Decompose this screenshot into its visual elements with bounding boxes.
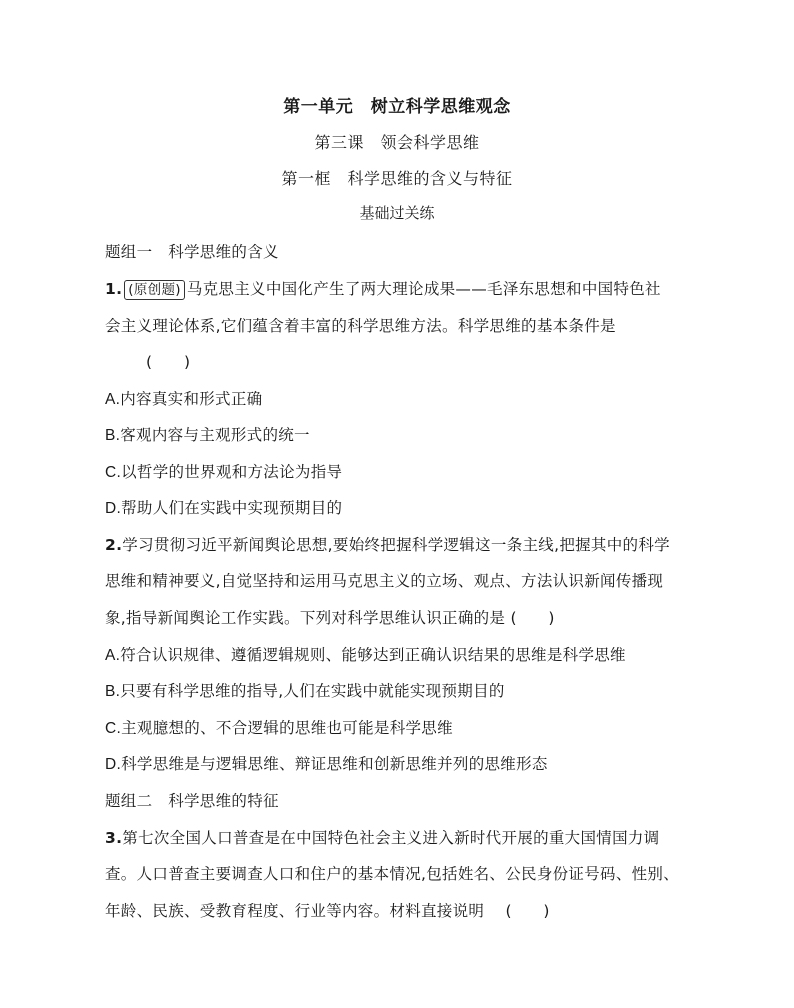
option-letter: B.: [105, 427, 121, 444]
q1-option-d: [105, 496, 342, 518]
group1-heading: 题组一 科学思维的含义: [105, 243, 279, 261]
frame-title: 第一框 科学思维的含义与特征: [281, 169, 513, 188]
option-text: 只要有科学思维的指导,人们在实践中就能实现预期目的: [120, 682, 505, 700]
q1-text-line1: 马克思主义中国化产生了两大理论成果——毛泽东思想和中国特色社: [186, 280, 661, 298]
q1-answer-paren: ( ): [146, 353, 191, 371]
option-letter: A.: [105, 647, 121, 664]
option-text: 客观内容与主观形式的统一: [120, 426, 310, 444]
q2-line3: [105, 606, 555, 628]
q2-text-line1: 学习贯彻习近平新闻舆论思想,要始终把握科学逻辑这一条主线,把握其中的科学: [122, 536, 670, 554]
q2-option-a: [105, 643, 626, 665]
option-letter: D.: [105, 500, 122, 517]
q3-line2: 查。人口普查主要调查人口和住户的基本情况,包括姓名、公民身份证号码、性别、: [105, 865, 680, 883]
q1-line2: 会主义理论体系,它们蕴含着丰富的科学思维方法。科学思维的基本条件是: [105, 317, 616, 335]
q2-line2: 思维和精神要义,自觉坚持和运用马克思主义的立场、观点、方法认识新闻传播现: [105, 572, 664, 590]
section-title: 基础过关练: [359, 204, 435, 222]
unit-title: 第一单元 树立科学思维观念: [283, 97, 511, 117]
q3-line1: [105, 826, 659, 848]
q2-option-b: [105, 679, 505, 701]
option-text: 帮助人们在实践中实现预期目的: [121, 499, 343, 517]
option-text: 主观臆想的、不合逻辑的思维也可能是科学思维: [121, 719, 453, 737]
q3-number: 3.: [105, 829, 123, 847]
q2-option-c: [105, 716, 453, 738]
q1-number: 1.: [105, 280, 123, 298]
q2-answer-paren: ( ): [510, 609, 555, 627]
q3-text-line1: 第七次全国人口普查是在中国特色社会主义进入新时代开展的重大国情国力调: [122, 829, 660, 847]
q1-option-a: [105, 387, 262, 409]
q1-option-c: [105, 460, 342, 482]
q3-line3: [105, 899, 550, 921]
q2-number: 2.: [105, 536, 123, 554]
q2-line1: [105, 533, 670, 555]
group2-heading: 题组二 科学思维的特征: [105, 792, 279, 810]
option-letter: A.: [105, 391, 121, 408]
q1-source-tag: (原创题): [124, 280, 185, 300]
q1-line1: [105, 277, 661, 300]
q3-text-line3: 年龄、民族、受教育程度、行业等内容。材料直接说明: [105, 902, 485, 920]
q2-text-line3: 象,指导新闻舆论工作实践。下列对科学思维认识正确的是: [105, 609, 506, 627]
q1-option-b: [105, 423, 310, 445]
option-text: 符合认识规律、遵循逻辑规则、能够达到正确认识结果的思维是科学思维: [120, 646, 626, 664]
option-text: 内容真实和形式正确: [120, 390, 263, 408]
option-letter: C.: [105, 720, 122, 737]
lesson-title: 第三课 领会科学思维: [314, 133, 480, 152]
option-letter: C.: [105, 464, 122, 481]
option-letter: B.: [105, 683, 121, 700]
q2-option-d: [105, 752, 548, 774]
q3-answer-paren: ( ): [505, 902, 550, 920]
option-text: 以哲学的世界观和方法论为指导: [121, 463, 343, 481]
option-text: 科学思维是与逻辑思维、辩证思维和创新思维并列的思维形态: [121, 755, 548, 773]
option-letter: D.: [105, 756, 122, 773]
